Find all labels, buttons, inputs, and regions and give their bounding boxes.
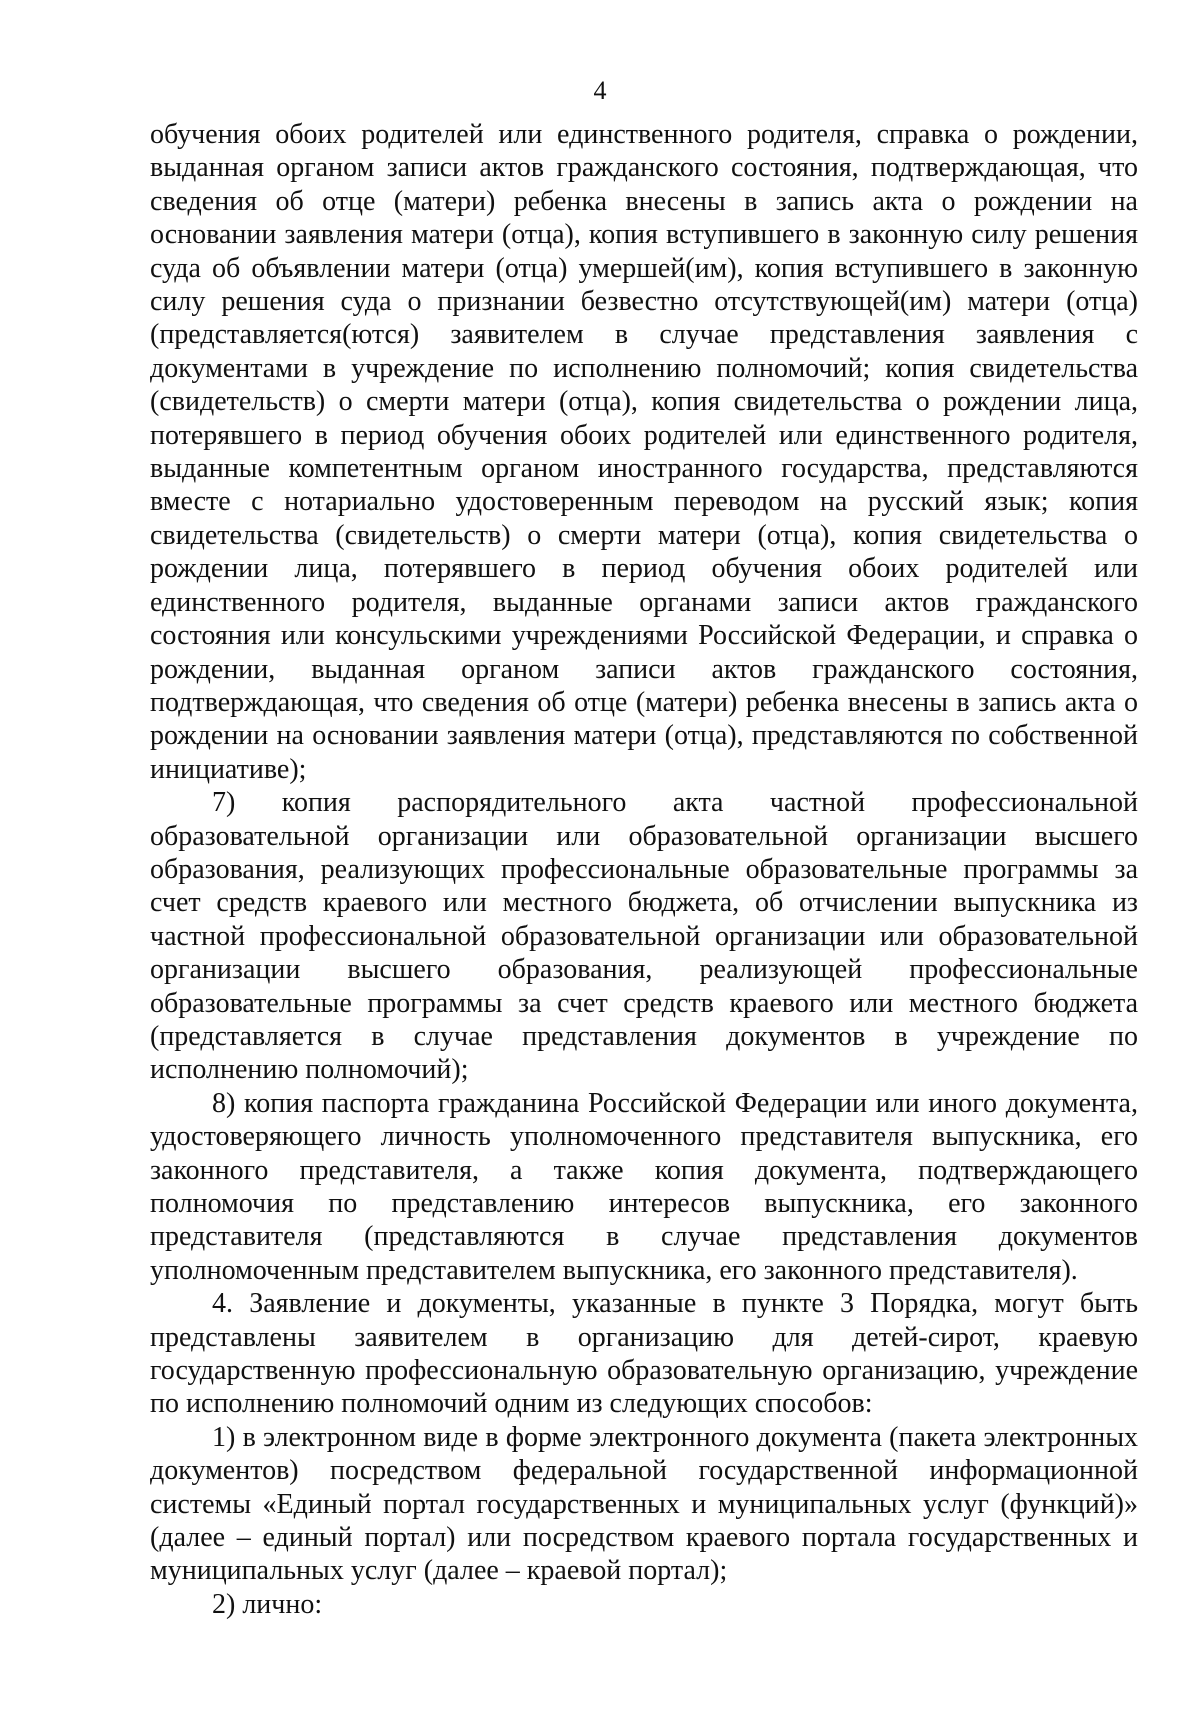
page-number: 4 [593,76,607,105]
paragraph-section-4: 4. Заявление и документы, указанные в пункте 3 Порядка, могут быть представлены заявителем в организацию для детей-сирот, краевую государственную профессиональную образовательную организацию, учреждение по исполнению полномочий одним из следующих способов: [150,1288,1138,1420]
paragraph-continuation: обучения обоих родителей или единственного родителя, справка о рождении, выданная органом записи актов гражданского состояния, подтверждающая, что сведения об отце (матери) ребенка внесены в запись акта о рождении на основании заявления матери (отца), копия вступившего в законную силу решения суда об объявлении матери (отца) умершей(им), копия вступившего в законную силу решения суда о признании безвестно отсутствующей(им) матери (отца) (представляется(ются) заявителем в случае представления заявления с документами в учреждение по исполнению полномочий; копия свидетельства (свидетельств) о смерти матери (отца), копия свидетельства о рождении лица, потерявшего в период обучения обоих родителей или единственного родителя, выданные компетентным органом иностранного государства, представляются вместе с нотариально удостоверенным переводом на русский язык; копия свидетельства (свидетельств) о смерти матери (отца), копия свидетельства о рождении лица, потерявшего в период обучения обоих родителей или единственного родителя, выданные органами записи актов гражданского состояния или консульскими учреждениями Российской Федерации, и справка о рождении, выданная органом записи актов гражданского состояния, подтверждающая, что сведения об отце (матери) ребенка внесены в запись акта о рождении на основании заявления матери (отца), представляются по собственной инициативе); [150,119,1138,785]
paragraph-method-2: 2) лично: [212,1588,323,1620]
document-body [150,118,1138,1621]
paragraph-item-8: 8) копия паспорта гражданина Российской Федерации или иного документа, удостоверяющего личность уполномоченного представителя выпускника, его законного представителя, а также копия документа, подтверждающего полномочия по представлению интересов выпускника, его законного представителя (представляются в случае представления документов уполномоченным представителем выпускника, его законного представителя). [150,1087,1138,1286]
paragraph-item-7: 7) копия распорядительного акта частной профессиональной образовательной организации или образовательной организации высшего образования, реализующих профессиональные образовательные программы за счет средств краевого или местного бюджета, об отчислении выпускника из частной профессиональной образовательной организации или образовательной организации высшего образования, реализующей профессиональные образовательные программы за счет средств краевого или местного бюджета (представляется в случае представления документов в учреждение по исполнению полномочий); [150,787,1138,1086]
paragraph-method-1: 1) в электронном виде в форме электронного документа (пакета электронных документов) посредством федеральной государственной информационной системы «Единый портал государственных и муниципальных услуг (функций)» (далее – единый портал) или посредством краевого портала государственных и муниципальных услуг (далее – краевой портал); [150,1421,1138,1587]
